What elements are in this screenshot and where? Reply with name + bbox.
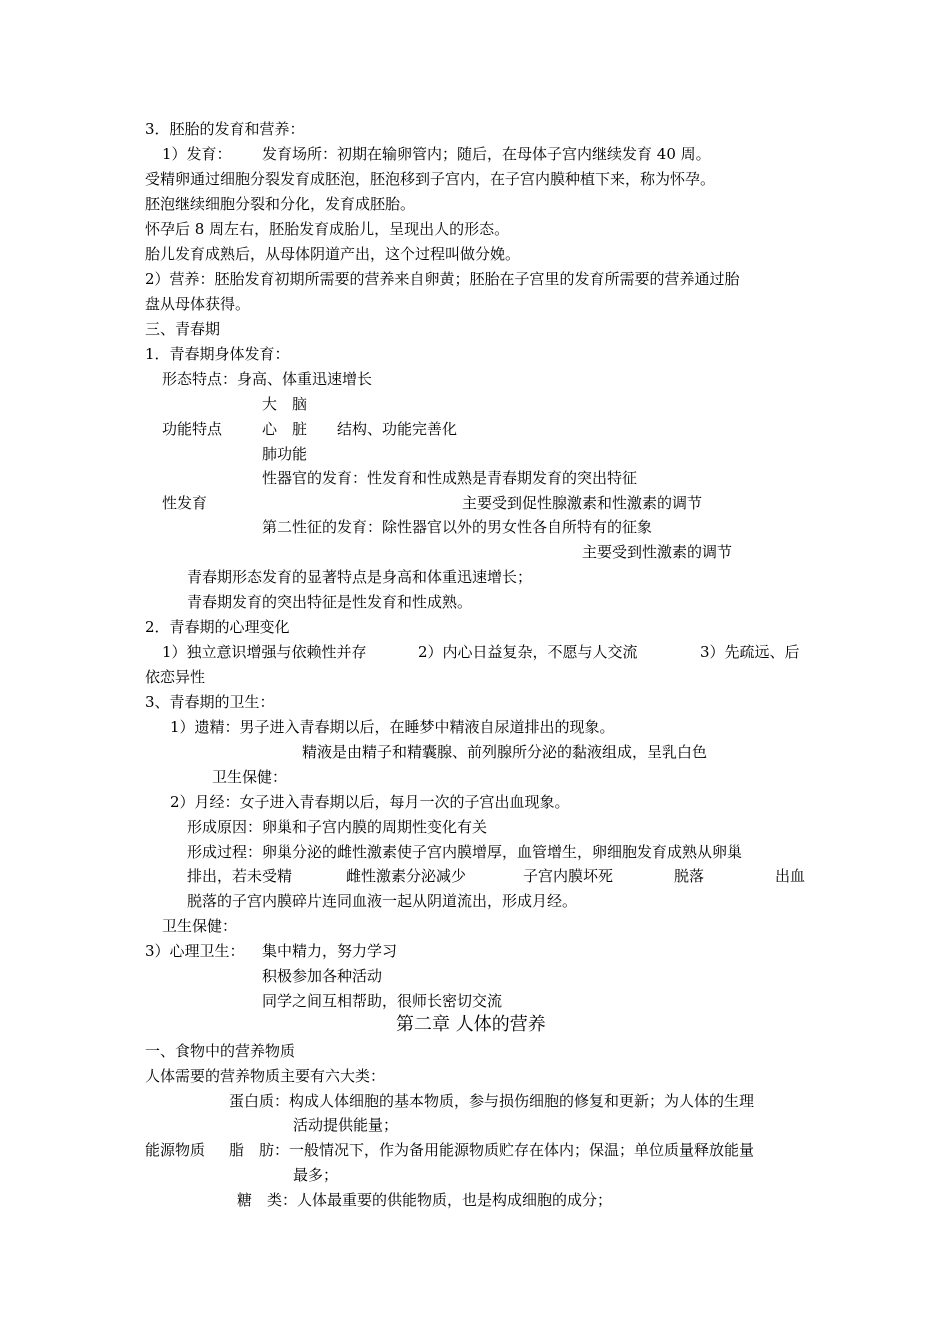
text-line: 肺功能 [262, 445, 308, 463]
text-line: 大 脑 [262, 395, 308, 413]
section-heading: 三、青春期 [145, 320, 221, 338]
text-line: 第二性征的发育：除性器官以外的男女性各自所特有的征象 [262, 518, 653, 536]
text-line: 卫生保健： [212, 768, 288, 786]
text-line: 脱落的子宫内膜碎片连同血液一起从阴道流出，形成月经。 [187, 892, 578, 910]
text-line: 结构、功能完善化 [337, 420, 458, 438]
text-line: 2．青春期的心理变化 [145, 618, 290, 636]
text-line: 形态特点：身高、体重迅速增长 [162, 370, 373, 388]
text-line: 2）内心日益复杂，不愿与人交流 [418, 643, 638, 661]
text-line: 3）心理卫生： [145, 942, 245, 960]
text-line: 胚泡继续细胞分裂和分化，发育成胚胎。 [145, 195, 416, 213]
text-line: 3）先疏远、后 [700, 643, 800, 661]
section-heading: 一、食物中的营养物质 [145, 1042, 296, 1060]
text-line: 集中精力，努力学习 [262, 942, 398, 960]
text-line: 青春期发育的突出特征是性发育和性成熟。 [187, 593, 473, 611]
text-line: 性发育 [162, 494, 208, 512]
text-line: 脂 肪：一般情况下，作为备用能源物质贮存在体内；保温；单位质量释放能量 [229, 1141, 755, 1159]
text-line: 性器官的发育：性发育和性成熟是青春期发育的突出特征 [262, 469, 638, 487]
text-line: 3、青春期的卫生： [145, 693, 275, 711]
text-line: 脱落 [674, 867, 705, 885]
text-line: 活动提供能量； [293, 1116, 399, 1134]
text-line: 2）营养：胚胎发育初期所需要的营养来自卵黄；胚胎在子宫里的发育所需要的营养通过胎 [145, 270, 740, 288]
text-line: 能源物质 [145, 1141, 206, 1159]
text-line: 发育场所：初期在输卵管内；随后，在母体子宫内继续发育 40 周。 [262, 145, 711, 163]
text-line: 1）独立意识增强与依赖性并存 [162, 643, 367, 661]
text-line: 胎儿发育成熟后，从母体阴道产出，这个过程叫做分娩。 [145, 245, 521, 263]
text-line: 受精卵通过细胞分裂发育成胚泡，胚泡移到子宫内，在子宫内膜种植下来，称为怀孕。 [145, 170, 716, 188]
text-line: 最多； [293, 1166, 339, 1184]
text-line: 1）遗精：男子进入青春期以后，在睡梦中精液自尿道排出的现象。 [170, 718, 615, 736]
text-line: 糖 类：人体最重要的供能物质，也是构成细胞的成分； [237, 1191, 613, 1209]
text-line: 雌性激素分泌减少 [346, 867, 467, 885]
text-line: 精液是由精子和精囊腺、前列腺所分泌的黏液组成，呈乳白色 [302, 743, 708, 761]
text-line: 人体需要的营养物质主要有六大类： [145, 1067, 386, 1085]
text-line: 1．青春期身体发育： [145, 345, 290, 363]
text-line: 怀孕后 8 周左右，胚胎发育成胎儿，呈现出人的形态。 [145, 220, 510, 238]
text-line: 2）月经：女子进入青春期以后，每月一次的子宫出血现象。 [170, 793, 570, 811]
text-line: 盘从母体获得。 [145, 295, 251, 313]
text-line: 卫生保健： [162, 917, 238, 935]
text-line: 1）发育： [162, 145, 232, 163]
text-line: 积极参加各种活动 [262, 967, 383, 985]
text-line: 出血 [775, 867, 806, 885]
text-line: 形成原因：卵巢和子宫内膜的周期性变化有关 [187, 818, 488, 836]
text-line: 子宫内膜坏死 [523, 867, 614, 885]
text-line: 蛋白质：构成人体细胞的基本物质，参与损伤细胞的修复和更新；为人体的生理 [229, 1092, 755, 1110]
text-line: 心 脏 [262, 420, 308, 438]
text-line: 形成过程：卵巢分泌的雌性激素使子宫内膜增厚，血管增生，卵细胞发育成熟从卵巢 [187, 843, 743, 861]
chapter-title: 第二章 人体的营养 [396, 1014, 546, 1035]
text-line: 青春期形态发育的显著特点是身高和体重迅速增长； [187, 568, 533, 586]
text-line: 功能特点 [162, 420, 223, 438]
text-line: 排出，若未受精 [187, 867, 293, 885]
text-line: 3．胚胎的发育和营养： [145, 120, 305, 138]
text-line: 同学之间互相帮助，很师长密切交流 [262, 992, 503, 1010]
text-line: 主要受到性激素的调节 [582, 543, 733, 561]
text-line: 依恋异性 [145, 668, 206, 686]
text-line: 主要受到促性腺激素和性激素的调节 [462, 494, 703, 512]
